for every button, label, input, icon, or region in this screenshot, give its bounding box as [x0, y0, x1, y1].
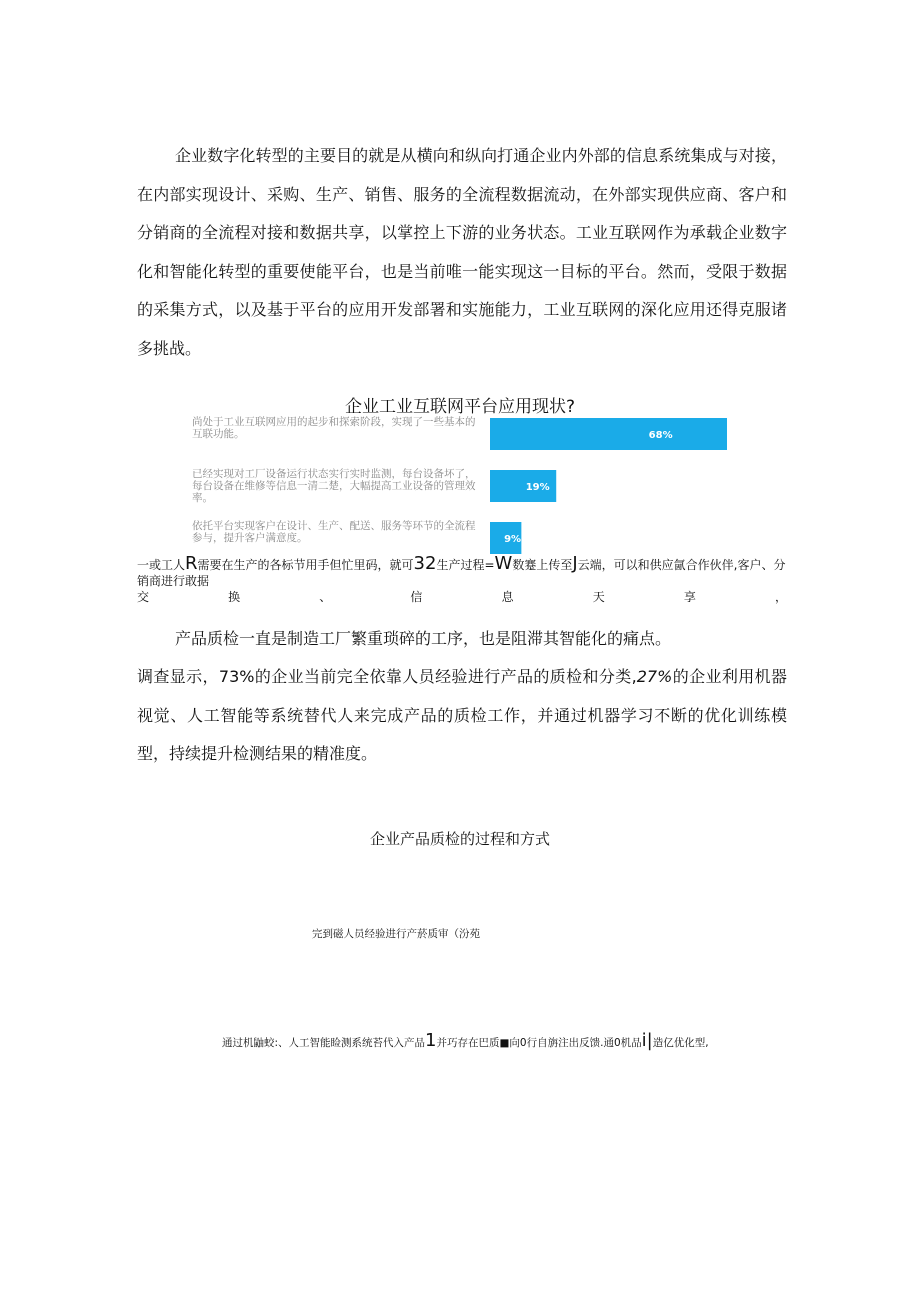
- quality-paragraph-1: 产品质检一直是制造工厂繁重琐碎的工序，也是阻滞其智能化的痛点。: [175, 629, 672, 648]
- bar-category-text: 已经实现对工厂设备运行状态实行实时监测，每台设备坏了，每台设备在维修等信息一清二楚，大幅提高工业设备的管理效率。: [192, 468, 476, 504]
- intro-paragraph: 企业数字化转型的主要目的就是从横向和纵向打通企业内外部的信息系统集成与对接，在内部实现设计、采购、生产、销售、服务的全流程数据流动，在外部实现供应商、客户和分销商的全流程对接和数据共享，以掌控上下游的业务状态。工业互联网作为承载企业数字化和智能化转型的重要使能平台，也是当前唯一能实现这一目标的平台。然而，受限于数据的采集方式，以及基于平台的应用开发部署和实施能力，工业互联网的深化应用还得克服诸多挑战。: [137, 146, 787, 358]
- quality-paragraph-2: 调查显示，73%的企业当前完全依靠人员经验进行产品的质检和分类,27%的企业利用机器视觉、人工智能等系统替代人来完成产品的质检工作，并通过机器学习不断的优化训练模型，持续提升检测结果的精准度。: [137, 667, 787, 763]
- bar-category-label: [192, 416, 482, 456]
- quality-label-machine: 通过机鼬蛟:、人工智能睑测系统苔代入产品1并巧存在巴质■向0行自旃注出反馈.通0机品i|造亿优化型,: [222, 1030, 709, 1051]
- quality-chart-title: 企业产品质检的过程和方式: [369, 830, 550, 848]
- chart-title: 企业工业互联网平台应用现状?: [344, 397, 576, 417]
- bar: [490, 418, 727, 450]
- bar-value-label: 19%: [525, 482, 550, 493]
- caption-line-2: 交 换 、 信 息 天 享 ，: [137, 590, 787, 604]
- bar-category-text: 依托平台实现客户在设计、生产、配送、服务等环节的全流程参与，提升客户满意度。: [192, 520, 476, 544]
- quality-label-manual: 完到磁人员经验进行产菸质审（汾苑: [312, 928, 480, 940]
- caption-line-1: 一或工人R需要在生产的各标节用手但忙里码，就可32生产过程=W数蹇上传至J云端，可以和供应氤合作伙伴,客户、分销商进行敢据: [137, 553, 786, 588]
- chart-caption: [137, 553, 787, 605]
- bar-category-label: [192, 468, 482, 508]
- bar-value-label: 9%: [504, 534, 522, 545]
- bar-category-label: [192, 520, 482, 560]
- bar-category-text: 尚处于工业互联网应用的起步和探索阶段，实现了一些基本的互联功能。: [192, 416, 476, 440]
- platform-status-bar-chart: [150, 410, 740, 560]
- bar-value-label: 68%: [648, 430, 673, 441]
